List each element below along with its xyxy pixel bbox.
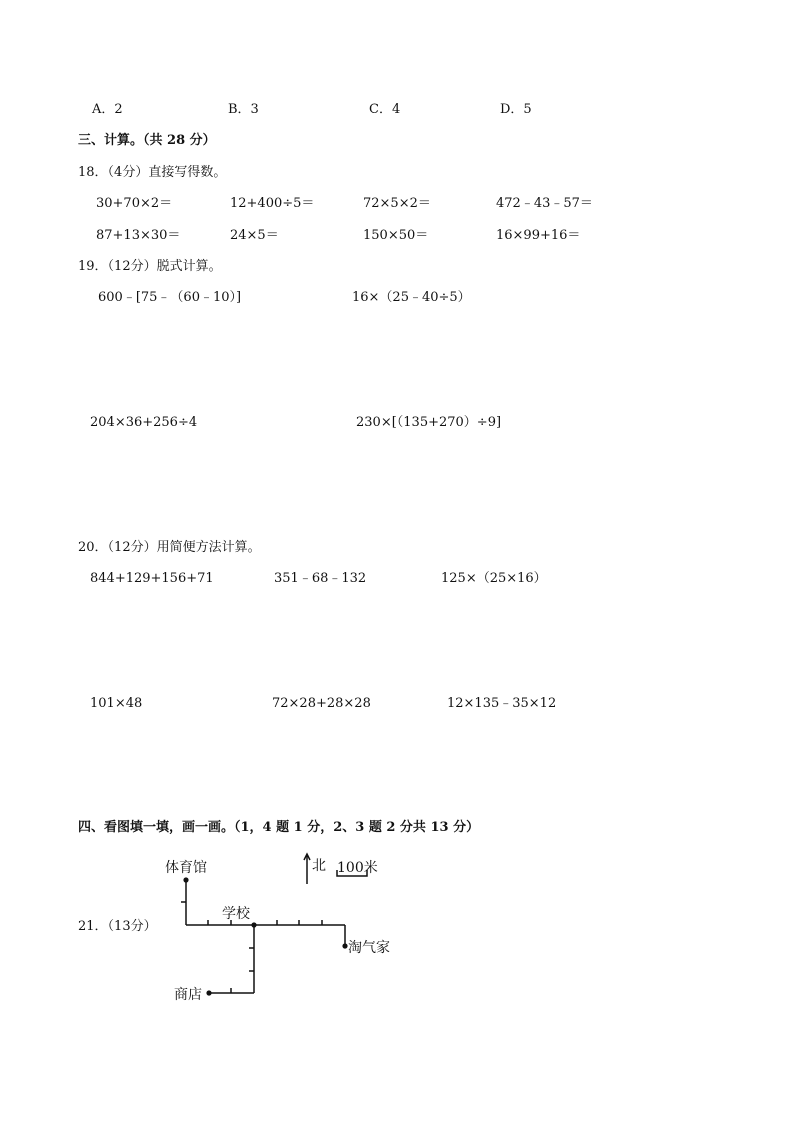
school-dot: [251, 922, 256, 927]
shop-dot: [206, 990, 211, 995]
q18-expr: 24×5＝: [230, 228, 279, 243]
q20-expr: 72×28+28×28: [272, 696, 371, 711]
q21-header: 21．（13分）: [78, 919, 157, 934]
q20-expr: 12×135﹣35×12: [447, 696, 557, 711]
scale-label: 100米: [337, 860, 378, 876]
q20-expr: 351﹣68﹣132: [274, 571, 367, 586]
home-dot: [342, 943, 347, 948]
q18-expr: 72×5×2＝: [363, 196, 431, 211]
option-d: D．5: [500, 102, 532, 117]
q18-expr: 30+70×2＝: [96, 196, 173, 211]
q20-expr: 844+129+156+71: [90, 571, 214, 586]
shop-label: 商店: [174, 987, 202, 1003]
option-b: B．3: [228, 102, 259, 117]
q18-expr: 12+400÷5＝: [230, 196, 315, 211]
q19-expr: 16×（25﹣40÷5）: [352, 290, 471, 305]
gym-label: 体育馆: [165, 860, 207, 876]
q19-header: 19．（12分）脱式计算。: [78, 259, 222, 274]
section4-title: 四、看图填一填，画一画。（1，4 题 1 分，2、3 题 2 分共 13 分）: [78, 820, 480, 835]
q18-expr: 472﹣43﹣57＝: [496, 196, 593, 211]
option-c: C．4: [369, 102, 401, 117]
home-label: 淘气家: [348, 940, 390, 956]
q19-expr: 230×[（135+270）÷9]: [356, 415, 502, 430]
q18-expr: 16×99+16＝: [496, 228, 581, 243]
q19-expr: 600﹣[75﹣（60﹣10）]: [98, 290, 242, 305]
q20-expr: 125×（25×16）: [441, 571, 547, 586]
section3-title: 三、计算。（共 28 分）: [78, 133, 216, 148]
q18-expr: 150×50＝: [363, 228, 429, 243]
q18-header: 18．（4分）直接写得数。: [78, 165, 227, 180]
q20-header: 20．（12分）用简便方法计算。: [78, 540, 261, 555]
north-label: 北: [312, 858, 326, 874]
gym-dot: [183, 877, 188, 882]
map-diagram: [160, 850, 400, 1010]
school-label: 学校: [222, 906, 250, 922]
q19-expr: 204×36+256÷4: [90, 415, 198, 430]
q20-expr: 101×48: [90, 696, 143, 711]
q18-expr: 87+13×30＝: [96, 228, 181, 243]
option-a: A．2: [92, 102, 123, 117]
